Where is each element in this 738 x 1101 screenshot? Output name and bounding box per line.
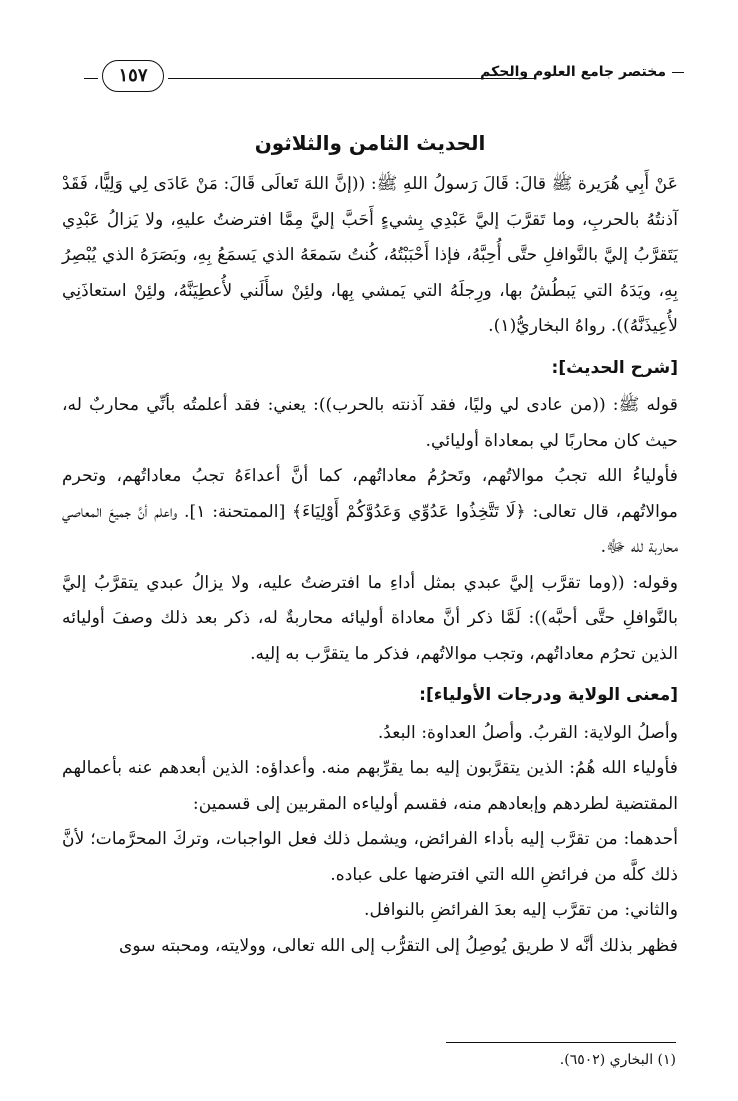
header-rule [168,78,534,79]
body-paragraph: وقوله: ((وما تقرَّب إليَّ عبدي بمثل أداءِ ما افترضتُ عليه، ولا يزالُ عبدي يتقرَّبُ إليَّ بالنَّوافلِ حتَّى أحبَّه)): لَمَّا ذكر أنَّ معاداة أوليائه محاربةٌ له، ذكر بعد ذلك وصفَ أوليائه الذين تحرُم معاداتُهم، وتجب موالاتُهم، فذكر ما يتقرَّب به إليه. [62,572,678,664]
body-paragraph: فظهر بذلك أنَّه لا طريق يُوصِلُ إلى التقرُّب إلى الله تعالى، وولايته، ومحبته سوى [118,935,678,956]
page-body [62,125,678,964]
body-paragraph: قوله ﷺ: ((من عادى لي وليًا، فقد آذنته بالحرب)): يعني: فقد أعلمتُه بأنِّي محاربٌ له، حيث كان محاربًا لي بمعاداة أوليائي. [62,395,678,451]
body-paragraph: فأولياء الله هُمُ: الذين يتقرَّبون إليه بما يقرِّبهم منه. وأعداؤه: الذين أبعدهم عنه بأعمالهم المقتضية لطردهم وإبعادهم منه، فقسم أولياءه المقربين إلى قسمين: [62,758,678,814]
footnote-rule [446,1042,676,1043]
section-heading-wilaya: [معنى الولاية ودرجات الأولياء]: [419,685,678,705]
body-paragraph: أحدهما: من تقرَّب إليه بأداء الفرائض، ويشمل ذلك فعل الواجبات، وتركَ المحرَّمات؛ لأنَّ ذلك كلَّه من فرائضِ الله التي افترضها على عباده. [62,829,678,885]
hadith-text: عَنْ أَبِي هُرَيرة ﷺ قالَ: قَالَ رَسولُ اللهِ ﷺ: ((إنَّ اللهَ تَعالَى قَالَ: مَنْ عَادَى لِي وَلِيًّا، فَقَدْ آذنتُهُ بالحربِ، وما تَقرَّبَ إليَّ عَبْدِي بِشيءٍ أَحَبَّ إليَّ مِمَّا افترضتُ عليهِ، ولا يَزالُ عَبْدِي يَتَقرَّبُ إليَّ بالنَّوافلِ حتَّى أُحِبَّهُ، فإذا أَحْبَبْتُهُ، كُنتُ سَمعَهُ الذي يَسمَعُ بِهِ، وبَصَرَهُ الذي يُبْصِرُ بِهِ، ويَدَهُ التي يَبطُشُ بها، ورِجلَهُ التي يَمشي بِها، ولئِنْ سأَلَني لأُعطِيَنَّهُ، ولئِنْ استعاذَنِي لأُعِيذَنَّهُ)). رواهُ البخاريُّ(١). [62,174,678,336]
hadith-title: الحديث الثامن والثلاثون [254,131,486,155]
body-paragraph: والثاني: من تقرَّب إليه بعدَ الفرائضِ بالنوافل. [364,900,678,920]
footnote: (١) البخاري (٦٥٠٢). [559,1052,676,1068]
page-number: ١٥٧ [102,60,164,92]
book-title: مختصر جامع العلوم والحكم [480,64,684,80]
header-rule-left [84,78,98,79]
body-paragraph: وأصلُ الولاية: القربُ. وأصلُ العداوة: البعدُ. [377,722,678,743]
body-paragraph: فأولياءُ الله تجبُ موالاتُهم، وتَحرُمُ معاداتُهم، كما أنَّ أعداءَهُ تجبُ معاداتُهم، وتحرم موالاتُهم، قال تعالى: ﴿لَا تَتَّخِذُوا عَدُوِّي وَعَدُوَّكُمْ أَوْلِيَاءَ﴾ [الممتحنة: ١]. واعلم أنَّ جميعَ المعاصي محاربة لله ﷻ. [62,466,678,557]
running-header [84,58,684,98]
section-heading-explanation: [شرح الحديث]: [551,357,678,378]
